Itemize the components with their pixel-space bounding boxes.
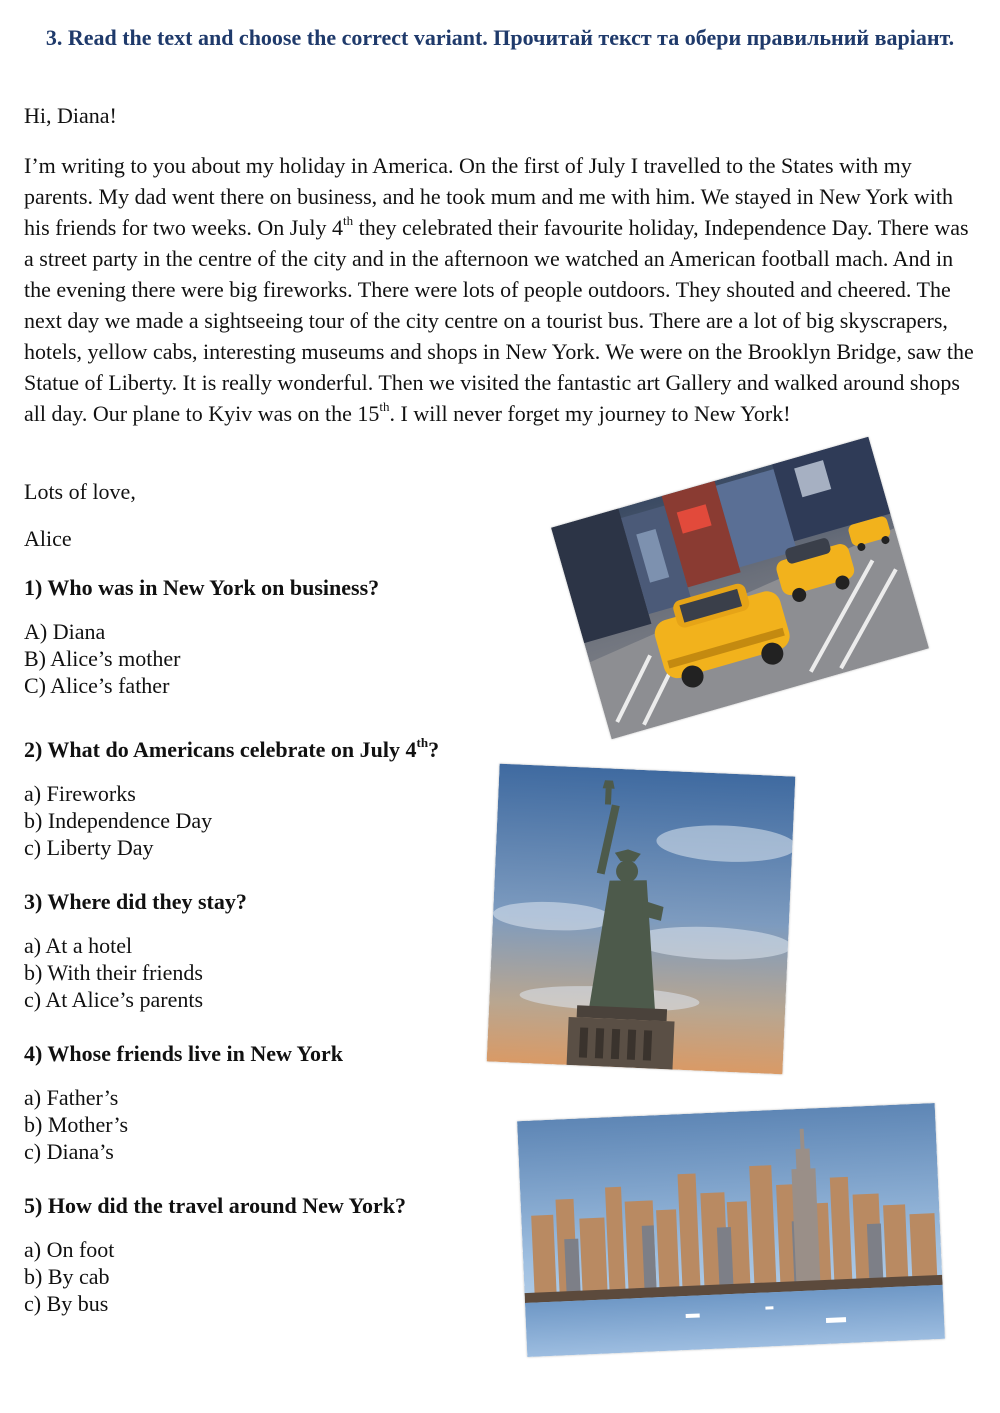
letter-signature: Alice (24, 526, 72, 551)
options-2 (24, 780, 212, 861)
option-1a[interactable]: A) Diana (24, 619, 106, 644)
option-1c[interactable]: C) Alice’s father (24, 673, 170, 698)
statue-of-liberty-photo (487, 764, 796, 1075)
superscript: th (342, 212, 354, 228)
question-3: 3) Where did they stay? (24, 889, 247, 914)
option-1b[interactable]: B) Alice’s mother (24, 646, 181, 671)
letter-closing: Lots of love, (24, 479, 136, 504)
option-5b[interactable]: b) By cab (24, 1264, 110, 1289)
letter-text: I’m writing to you about my holiday in America. On the first of July I travelled to the States with my parents. My dad went there on business, and he took mum and me with him. We stayed in New York with his friends for two weeks. On July 4 (24, 153, 954, 240)
question-2-text: 2) What do Americans celebrate on July 4 (24, 737, 417, 762)
option-3c[interactable]: c) At Alice’s parents (24, 987, 204, 1012)
letter-text: they celebrated their favourite holiday, Independence Day. There was a street party in the centre of the city and in the afternoon we watched an American football mach. And in the evening there were big fireworks. There were lots of people outdoors. They shouted and cheered. The next day we made a sightseeing tour of the city centre on a tourist bus. There are a lot of big skyscrapers, hotels, yellow cabs, interesting museums and shops in New York. We were on the Brooklyn Bridge, saw the Statue of Liberty. It is really wonderful. Then we visited the fantastic art Gallery and walked around shops all day. Our plane to Kyiv was on the 15 (24, 215, 974, 426)
options-5 (24, 1236, 114, 1317)
option-4a[interactable]: a) Father’s (24, 1085, 119, 1110)
question-2 (24, 735, 439, 765)
question-1: 1) Who was in New York on business? (24, 575, 380, 600)
taxi-street-photo (551, 437, 929, 739)
option-5a[interactable]: a) On foot (24, 1237, 115, 1262)
option-2c[interactable]: c) Liberty Day (24, 835, 154, 860)
option-2a[interactable]: a) Fireworks (24, 781, 136, 806)
option-2b[interactable]: b) Independence Day (24, 808, 213, 833)
options-3 (24, 932, 203, 1013)
option-3b[interactable]: b) With their friends (24, 960, 203, 985)
letter-body (24, 150, 979, 429)
new-york-skyline-photo (517, 1103, 945, 1357)
superscript: th (416, 734, 429, 750)
options-4 (24, 1084, 128, 1165)
question-2-mark: ? (428, 737, 440, 762)
letter-text: . I will never forget my journey to New York! (389, 401, 791, 426)
option-4b[interactable]: b) Mother’s (24, 1112, 129, 1137)
question-5: 5) How did the travel around New York? (24, 1193, 406, 1218)
letter-greeting: Hi, Diana! (24, 103, 117, 128)
superscript: th (379, 398, 390, 414)
task-heading: 3. Read the text and choose the correct variant. Прочитай текст та обери правильний варіант. (45, 25, 955, 50)
options-1 (24, 618, 180, 699)
question-4: 4) Whose friends live in New York (24, 1041, 343, 1066)
option-4c[interactable]: c) Diana’s (24, 1139, 114, 1164)
option-3a[interactable]: a) At a hotel (24, 933, 133, 958)
option-5c[interactable]: c) By bus (24, 1291, 109, 1316)
